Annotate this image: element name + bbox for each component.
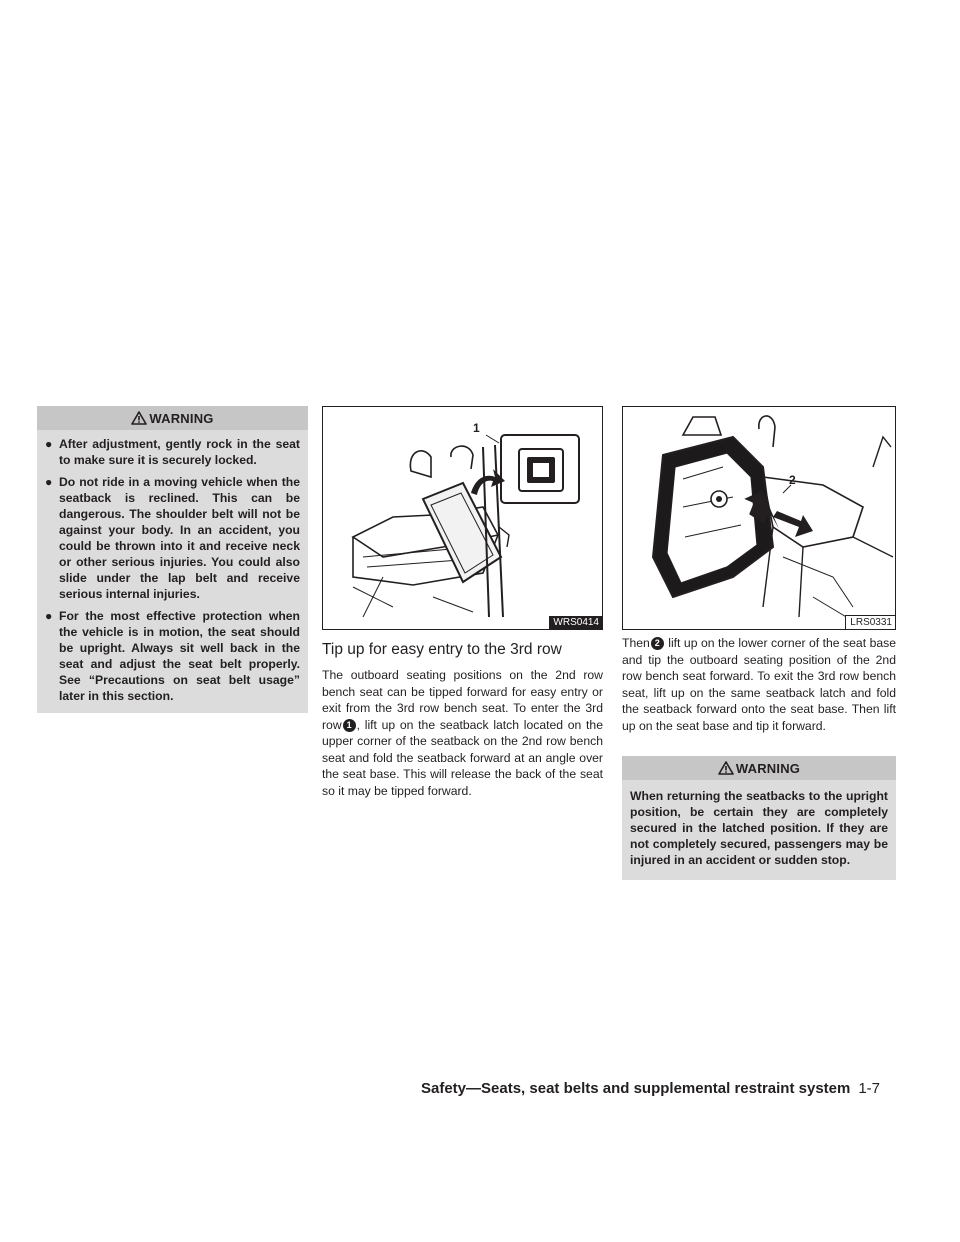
bullet-icon: ● — [45, 609, 53, 623]
left-column — [37, 406, 308, 713]
seat-illustration-2 — [623, 407, 895, 629]
warning-text: When returning the seatbacks to the upright position, be certain they are completely secured in the latched position. If they are not completely secured, passengers may be injured in an accident or sudden stop. — [630, 789, 888, 867]
warning-title: WARNING — [735, 760, 801, 776]
figure-code: LRS0331 — [845, 615, 895, 629]
paragraph-1: The outboard seating positions on the 2nd row bench seat can be tipped forward for easy entry or exit from the 3rd row bench seat. To enter the 3rd row 1 , lift up on the seatback latch located on the upper corner of the seatback on the 2nd row bench seat and fold the seatback forward at an angle over the seat base. This will release the back of the seat so it may be tipped forward. — [322, 668, 603, 798]
figure-code: WRS0414 — [549, 616, 602, 629]
bullet-icon: ● — [45, 437, 53, 451]
right-column — [622, 406, 896, 880]
page-number: 1-7 — [858, 1080, 881, 1097]
warning-box — [622, 756, 896, 880]
callout-1: 1 — [473, 421, 480, 435]
warning-body — [622, 780, 896, 880]
warning-body — [37, 430, 308, 713]
warning-item: ● After adjustment, gently rock in the seat to make sure it is securely locked. — [45, 437, 300, 467]
warning-item: ● Do not ride in a moving vehicle when the seatback is reclined. This can be dangerous. The shoulder belt will not be against your body. In an accident, you could be thrown into it and receive neck or other serious injuries. You could also slide under the lap belt and receive serious internal injuries. — [45, 475, 300, 601]
ref-marker-1: 1 — [343, 719, 356, 732]
seat-base-figure — [622, 406, 896, 630]
section-heading: Tip up for easy entry to the 3rd row — [322, 641, 562, 658]
warning-box — [37, 406, 308, 713]
warning-item: ● For the most effective protection when the vehicle is in motion, the seat should be upright. Always sit well back in the seat and adjust the seat belt properly. See “Precautions on seat belt usage” later in this section. — [45, 609, 300, 703]
warning-triangle-icon — [718, 761, 734, 775]
paragraph-2: Then 2 lift up on the lower corner of the seat base and tip the outboard seating position of the 2nd row bench seat forward. To exit the 3rd row bench seat, lift up on the same seatback latch and fold the seatback forward onto the seat base. Then lift up on the seat base and tip it forward. — [622, 636, 896, 733]
warning-triangle-icon — [131, 411, 147, 425]
middle-column — [322, 406, 603, 799]
warning-header — [622, 756, 896, 780]
footer-section-title: Safety—Seats, seat belts and supplemental restraint system — [421, 1080, 851, 1097]
warning-title: WARNING — [149, 410, 214, 426]
warning-header — [37, 406, 308, 430]
page-footer — [421, 1080, 880, 1097]
seat-illustration-1 — [323, 407, 603, 629]
callout-2: 2 — [789, 473, 796, 487]
seatback-latch-figure — [322, 406, 603, 630]
ref-marker-2: 2 — [651, 637, 664, 650]
bullet-icon: ● — [45, 475, 53, 489]
